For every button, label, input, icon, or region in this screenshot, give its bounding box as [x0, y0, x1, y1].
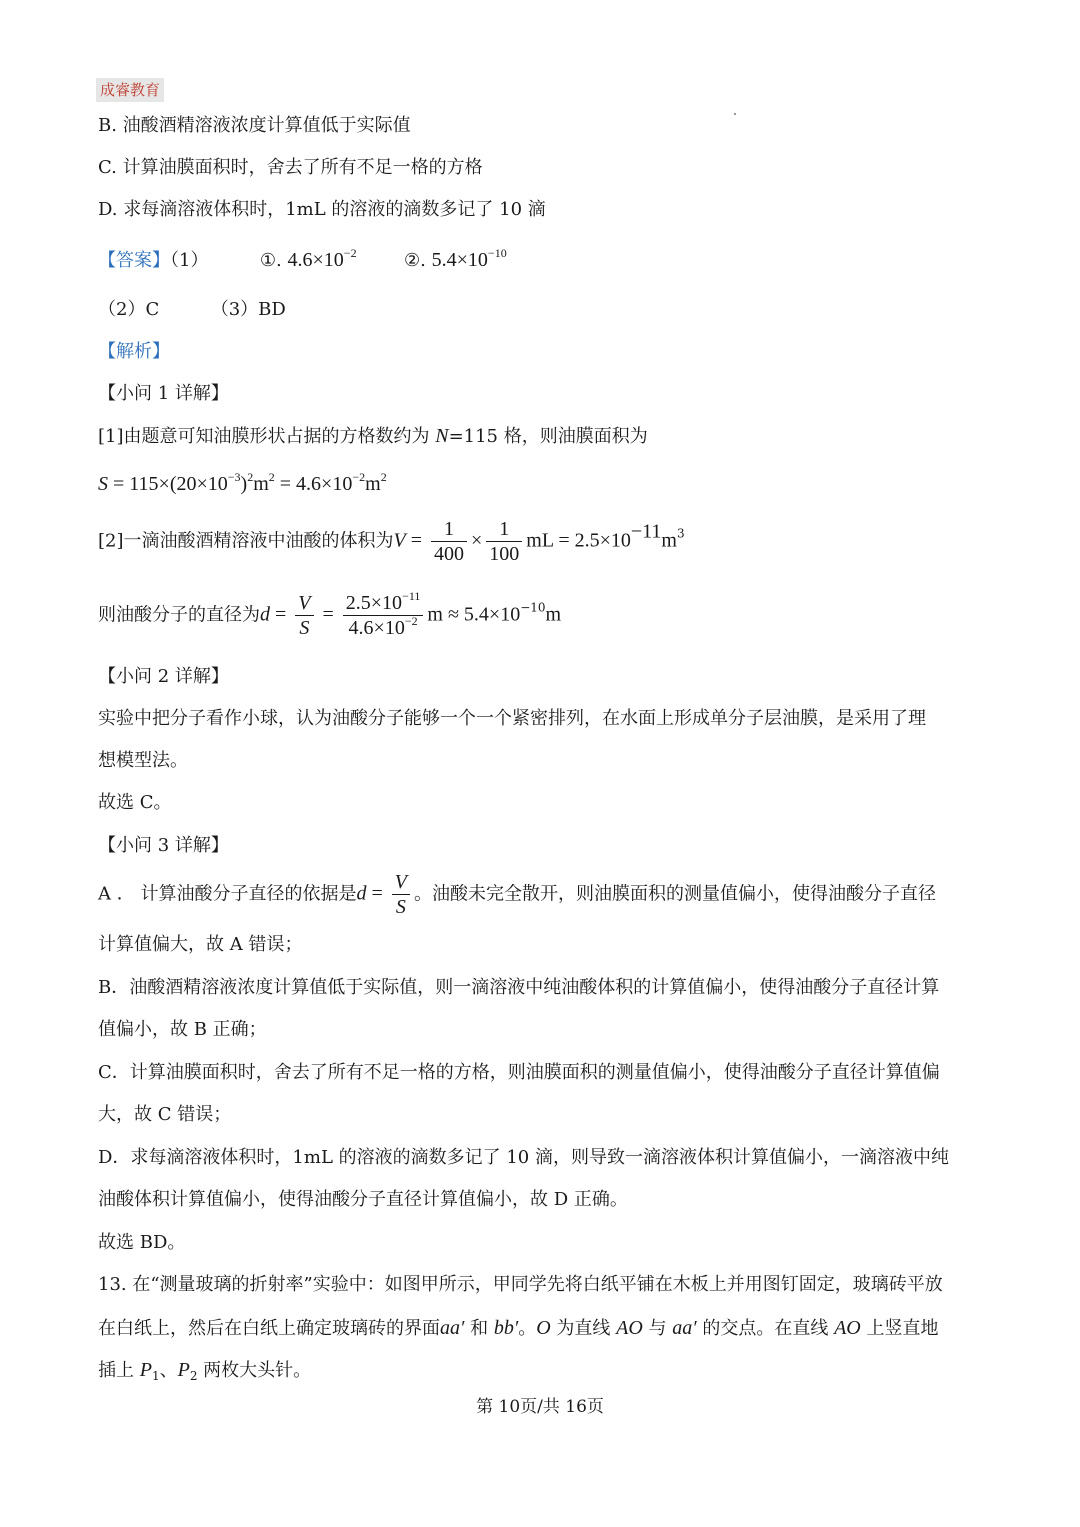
answer-value1: $4.6\times 10^{-2}$ — [287, 246, 357, 271]
analysis-tag: 【解析】 — [98, 341, 170, 362]
q2-choice: 故选 C。 — [98, 792, 172, 813]
q13-line1: 13. 在“测量玻璃的折射率”实验中：如图甲所示，甲同学先将白纸平铺在木板上并用图钉固定，玻璃砖平放 — [98, 1274, 943, 1295]
fraction-v-over-s-2: $\frac{V}{S}$ — [392, 870, 410, 919]
answer-line — [98, 247, 507, 274]
q3-option-b-line2: 值偏小，故 B 正确； — [98, 1019, 267, 1040]
q13-line3: 插上 $P_1$、$P_2$ 两枚大头针。 — [98, 1359, 312, 1383]
q1-diameter-equation: 则油酸分子的直径为d = $\frac{V}{S}$ = $\frac{2.5\times 10^{-11}}{4.6\times 10^{-2}}$ $m \approx 5.4\times 10^{-10}m$ — [98, 589, 562, 639]
q2-line2: 想模型法。 — [98, 750, 188, 771]
q3-option-c-line1: C．计算油膜面积时，舍去了所有不足一格的方格，则油膜面积的测量值偏小，使得油酸分子直径计算值偏 — [98, 1062, 940, 1083]
option-b: B. 油酸酒精溶液浓度计算值低于实际值 — [98, 115, 411, 136]
q1-title: 【小问 1 详解】 — [98, 383, 229, 404]
q1-volume-equation: [2]一滴油酸酒精溶液中油酸的体积为V = $\frac{1}{400}$ × $\frac{1}{100}$ mL = $2.5\times 10^{-11}m^3$ — [98, 518, 685, 565]
q2-line1: 实验中把分子看作小球，认为油酸分子能够一个一个紧密排列，在水面上形成单分子层油膜，是采用了理 — [98, 708, 926, 729]
answer-part3: （3）BD — [210, 299, 286, 320]
q3-choice: 故选 BD。 — [98, 1232, 186, 1253]
q1-line1: [1]由题意可知油膜形状占据的方格数约为 N=115 格，则油膜面积为 — [98, 425, 648, 447]
watermark-label: 成睿教育 — [96, 78, 164, 102]
answer-part1: （1） — [170, 250, 209, 271]
q3-option-a-line1: A ． 计算油酸分子直径的依据是d = $\frac{V}{S}$ 。油酸未完全散开，则油膜面积的测量值偏小，使得油酸分子直径 — [98, 871, 936, 918]
q3-option-d-line2: 油酸体积计算值偏小，使得油酸分子直径计算值偏小，故 D 正确。 — [98, 1189, 628, 1210]
stray-mark — [734, 113, 736, 115]
fraction-1-400: $\frac{1}{400}$ — [431, 517, 467, 566]
q13-line2: 在白纸上，然后在白纸上确定玻璃砖的界面aa′ 和 bb′。O 为直线 AO 与 aa′ 的交点。在直线 AO 上竖直地 — [98, 1317, 939, 1339]
fraction-1-100: $\frac{1}{100}$ — [486, 517, 522, 566]
fraction-volume-over-area: $\frac{2.5\times 10^{-11}}{4.6\times 10^{-2}}$ — [343, 591, 424, 640]
option-c: C. 计算油膜面积时，舍去了所有不足一格的方格 — [98, 157, 483, 178]
answer-circle1: ①. — [259, 250, 282, 271]
answer-part2: （2）C — [98, 299, 160, 320]
q2-title: 【小问 2 详解】 — [98, 666, 229, 687]
q3-title: 【小问 3 详解】 — [98, 835, 229, 856]
q3-option-a-line2: 计算值偏大，故 A 错误； — [98, 934, 303, 955]
answer-tag: 【答案】 — [98, 250, 170, 271]
page-footer: 第 10页/共 16页 — [476, 1397, 604, 1417]
option-d: D. 求每滴溶液体积时，1mL 的溶液的滴数多记了 10 滴 — [98, 199, 546, 220]
q3-option-b-line1: B．油酸酒精溶液浓度计算值低于实际值，则一滴溶液中纯油酸体积的计算值偏小，使得油酸分子直径计算 — [98, 977, 940, 998]
q3-option-d-line1: D．求每滴溶液体积时，1mL 的溶液的滴数多记了 10 滴，则导致一滴溶液体积计算值偏小，一滴溶液中纯 — [98, 1147, 949, 1168]
q3-option-c-line2: 大，故 C 错误； — [98, 1104, 232, 1125]
answer-value2: $5.4\times 10^{-10}$ — [431, 246, 507, 271]
answer-circle2: ②. — [404, 250, 426, 271]
answer-line-2 — [98, 297, 286, 323]
q1-area-equation: $S = 115\times(20\times 10^{-3})^2m^2 = 4.6\times 10^{-2}m^2$ — [98, 470, 387, 495]
fraction-v-over-s: $\frac{V}{S}$ — [295, 591, 313, 640]
